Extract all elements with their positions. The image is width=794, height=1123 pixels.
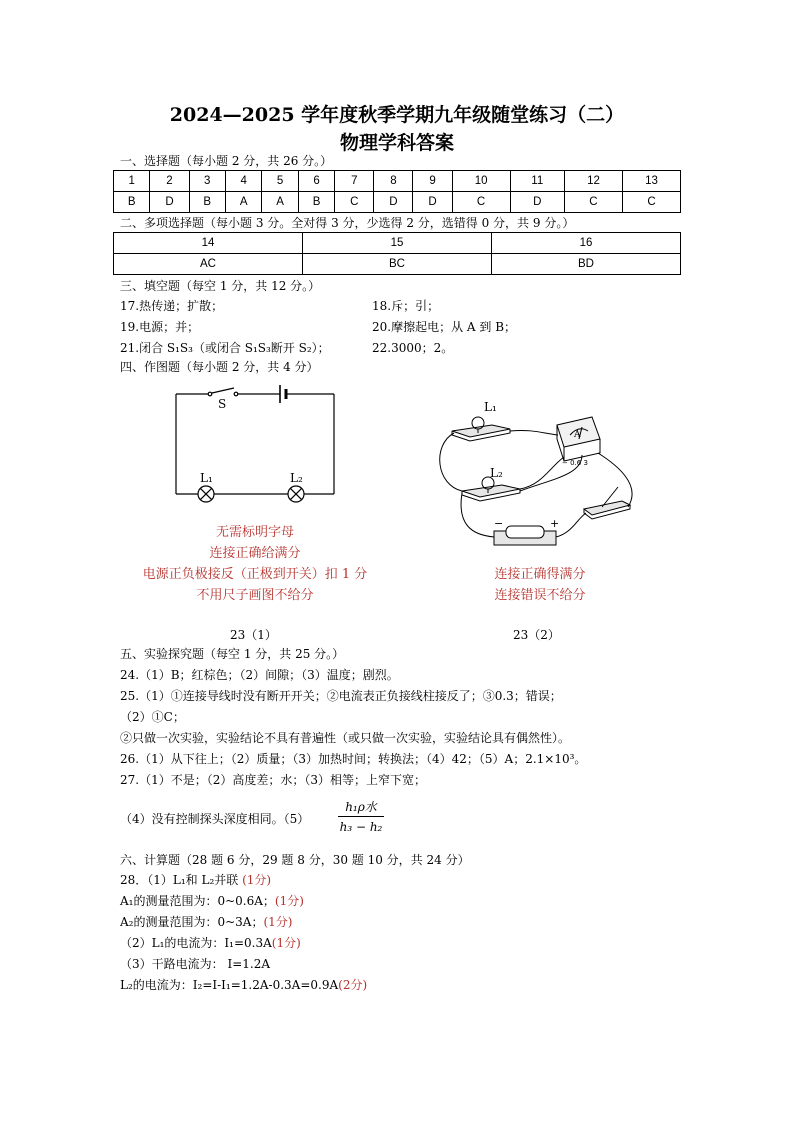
grading-note-4: 不用尺子画图不给分 [196, 588, 314, 603]
calc-line-2 [120, 892, 304, 909]
answer-27-4: （4）没有控制探头深度相同。（5） [120, 812, 310, 826]
answer-25-1: 25.（1）①连接导线时没有断开开关；②电流表正负接线柱接反了；③0.3；错误； [120, 689, 562, 703]
page-title: 2024—2025 学年度秋季学期九年级随堂练习（二） [169, 104, 625, 126]
choice-number-9: 9 [413, 171, 452, 192]
choice-number-3: 3 [189, 171, 225, 192]
calc-line-3 [120, 913, 292, 930]
battery-plus: + [550, 517, 560, 530]
multi-number-3: 16 [492, 233, 681, 254]
answer-21: 21.闭合 S₁S₃（或闭合 S₁S₃断开 S₂）； [120, 341, 330, 355]
section2-heading: 二、多项选择题（每小题 3 分。全对得 3 分，少选得 2 分，选错得 0 分，共 9 分。） [120, 216, 575, 230]
calc-line-5: （3）干路电流为： I=1.2A [120, 957, 270, 971]
multi-number-1: 14 [114, 233, 303, 254]
calc-line-6-text: L₂的电流为：I₂=I-I₁=1.2A-0.3A=0.9A [120, 978, 339, 992]
multi-number-2: 15 [303, 233, 492, 254]
lamp-l1-label: L₁ [200, 471, 213, 485]
section1-heading: 一、选择题（每小题 2 分，共 26 分。） [120, 154, 333, 168]
multi-answer-2: BC [303, 254, 492, 275]
answer-24: 24.（1）B；红棕色；（2）间隙；（3）温度；剧烈。 [120, 668, 399, 682]
ammeter-scale: − 0.6 3 [562, 459, 588, 467]
grading-note-2: 连接正确给满分 [209, 546, 301, 561]
lamp-l2-label-right: L₂ [490, 466, 503, 480]
formula-fraction-bar [338, 816, 384, 817]
lamp-l2-label: L₂ [290, 471, 303, 485]
calc-line-4 [120, 934, 301, 951]
answer-25-3: ②只做一次实验，实验结论不具有普遍性（或只做一次实验，实验结论具有偶然性）。 [120, 731, 571, 745]
choice-number-13: 13 [622, 171, 680, 192]
choice-number-12: 12 [564, 171, 622, 192]
multi-answer-3: BD [492, 254, 681, 275]
battery-minus: − [494, 517, 504, 530]
choice-answer-13: C [622, 192, 680, 213]
calc-line-3-text: A₂的测量范围为：0~3A； [120, 915, 264, 929]
answer-22: 22.3000；2。 [372, 341, 454, 355]
section3-heading: 三、填空题（每空 1 分，共 12 分。） [120, 279, 321, 293]
choice-answer-10: C [452, 192, 510, 213]
calc-line-3-score: (1分) [263, 915, 293, 929]
caption-23-1: 23（1） [230, 628, 277, 642]
formula-numerator: h₁ρ水 [345, 800, 377, 814]
series-circuit-diagram [160, 380, 350, 510]
grading-note-1: 无需标明字母 [215, 525, 294, 540]
answer-26: 26.（1）从下往上；（2）质量；（3）加热时间；转换法；（4）42；（5）A；2.1×10³。 [120, 752, 587, 766]
grading-note-3: 电源正负极接反（正极到开关）扣 1 分 [142, 567, 368, 582]
choice-answer-4: A [225, 192, 261, 213]
choice-number-4: 4 [225, 171, 261, 192]
choice-answer-1: B [114, 192, 150, 213]
choice-answer-11: D [510, 192, 564, 213]
section4-heading: 四、作图题（每小题 2 分，共 4 分） [120, 360, 319, 374]
choice-number-7: 7 [335, 171, 374, 192]
choice-number-1: 1 [114, 171, 150, 192]
choice-number-10: 10 [452, 171, 510, 192]
choice-number-2: 2 [150, 171, 189, 192]
choice-answer-12: C [564, 192, 622, 213]
choice-answer-2: D [150, 192, 189, 213]
calc-line-2-text: A₁的测量范围为：0~0.6A； [120, 894, 275, 908]
calc-line-1-score: (1分) [242, 873, 272, 887]
choice-answer-9: D [413, 192, 452, 213]
caption-23-2: 23（2） [513, 628, 560, 642]
multi-answer-1: AC [114, 254, 303, 275]
calc-line-1-text: 28．（1）L₁和 L₂并联 [120, 873, 239, 887]
choice-number-5: 5 [262, 171, 298, 192]
physical-circuit-drawing [432, 395, 642, 555]
answer-20: 20.摩擦起电；从 A 到 B； [372, 320, 517, 334]
section5-heading: 五、实验探究题（每空 1 分，共 25 分。） [120, 647, 345, 661]
answer-18: 18.斥；引； [372, 299, 440, 313]
choice-answer-8: D [374, 192, 413, 213]
grading-note-right-2: 连接错误不给分 [494, 588, 586, 603]
answer-25-2: （2）①C； [120, 710, 185, 724]
answer-19: 19.电源；并； [120, 320, 200, 334]
calc-line-6-score: (2分) [338, 978, 368, 992]
multi-choice-answer-table [113, 232, 681, 275]
page-subtitle: 物理学科答案 [339, 132, 454, 154]
calc-line-6 [120, 976, 367, 993]
choice-number-8: 8 [374, 171, 413, 192]
formula-denominator: h₃ − h₂ [339, 820, 383, 834]
ammeter-label: A [574, 430, 581, 440]
calc-line-4-score: (1分) [271, 936, 301, 950]
lamp-l1-label-right: L₁ [484, 400, 497, 414]
calc-line-4-text: （2）L₁的电流为：I₁=0.3A [120, 936, 272, 950]
switch-label: S [218, 397, 227, 411]
answer-27: 27.（1）不是；（2）高度差；水；（3）相等；上窄下宽； [120, 773, 426, 787]
choice-answer-table [113, 170, 681, 213]
choice-answer-5: A [262, 192, 298, 213]
choice-number-11: 11 [510, 171, 564, 192]
choice-answer-6: B [298, 192, 334, 213]
grading-note-right-1: 连接正确得满分 [494, 567, 586, 582]
choice-answer-3: B [189, 192, 225, 213]
choice-number-6: 6 [298, 171, 334, 192]
section6-heading: 六、计算题（28 题 6 分，29 题 8 分，30 题 10 分，共 24 分） [120, 853, 470, 867]
calc-line-1 [120, 871, 271, 888]
choice-answer-7: C [335, 192, 374, 213]
answer-17: 17.热传递；扩散； [120, 299, 224, 313]
calc-line-2-score: (1分) [274, 894, 304, 908]
